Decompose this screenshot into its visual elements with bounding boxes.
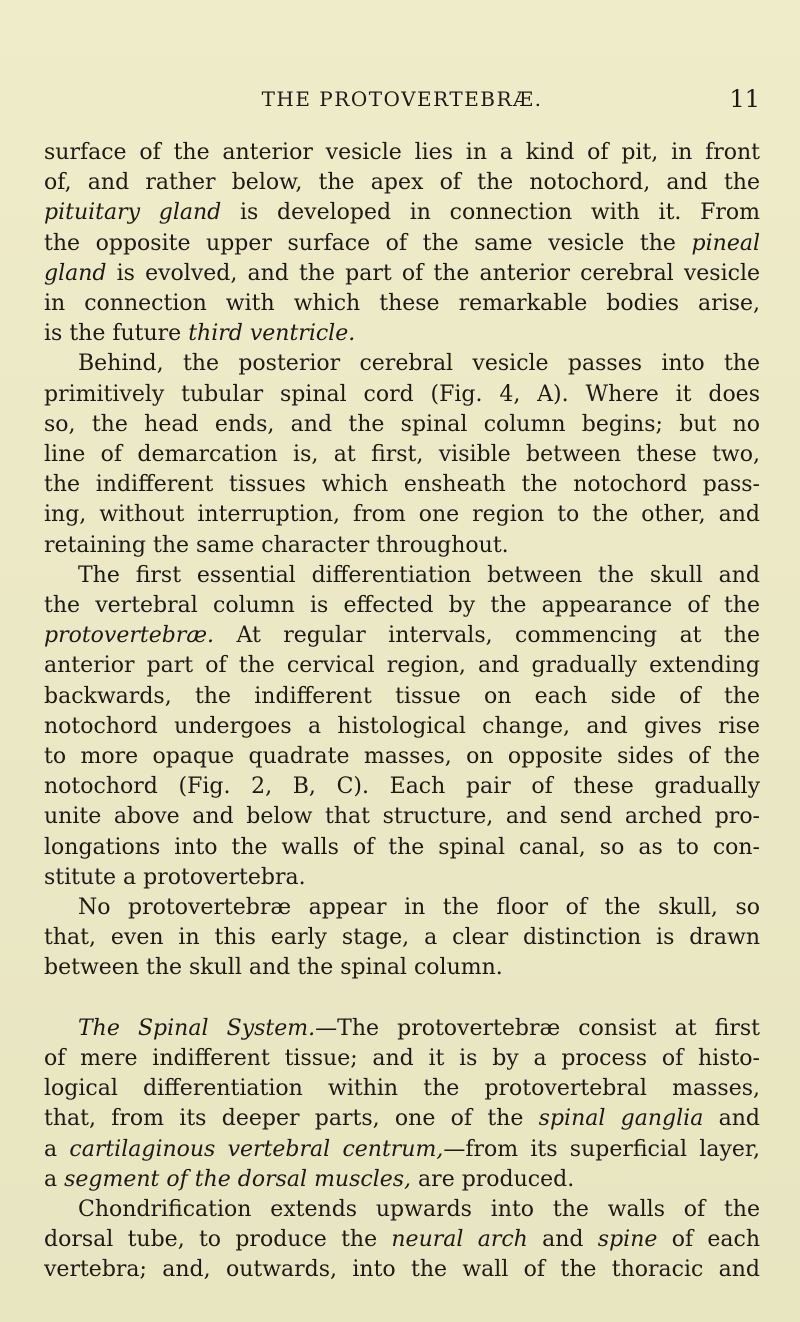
text-run: No protovertebræ appear in the floor of the skull, so bbox=[78, 895, 760, 921]
text-run: Behind, the posterior cerebral vesicle passes into the bbox=[78, 351, 760, 377]
text-line bbox=[44, 531, 760, 561]
text-line bbox=[44, 470, 760, 500]
text-run: logical differentiation within the protovertebral masses, bbox=[44, 1076, 760, 1102]
text-run: is the future bbox=[44, 321, 189, 347]
text-line bbox=[44, 682, 760, 712]
text-line bbox=[44, 1135, 760, 1165]
text-run: the opposite upper surface of the same vesicle the bbox=[44, 230, 692, 256]
text-run: is evolved, and the part of the anterior cerebral vesicle bbox=[106, 260, 760, 286]
text-run: between the skull and the spinal column. bbox=[44, 955, 503, 981]
text-line bbox=[44, 591, 760, 621]
text-line bbox=[44, 953, 760, 983]
italic-term: The Spinal System. bbox=[78, 1015, 316, 1041]
text-run: At regular intervals, commencing at the bbox=[214, 623, 760, 649]
text-run: vertebra; and, outwards, into the wall of the thoracic and bbox=[44, 1257, 760, 1283]
text-run: unite above and below that structure, and send arched pro- bbox=[44, 804, 760, 830]
text-run: The first essential differentiation between the skull and bbox=[78, 562, 760, 588]
text-line bbox=[44, 198, 760, 228]
paragraph-p1 bbox=[44, 138, 760, 349]
italic-term: neural arch bbox=[391, 1227, 528, 1253]
text-line bbox=[44, 500, 760, 530]
text-run: Chondrification extends upwards into the walls of the bbox=[78, 1196, 760, 1222]
text-line bbox=[44, 1255, 760, 1285]
text-run: dorsal tube, to produce the bbox=[44, 1227, 392, 1253]
paragraph-p6 bbox=[44, 1195, 760, 1286]
running-title: THE PROTOVERTEBRÆ. bbox=[261, 87, 543, 111]
italic-term: cartilaginous vertebral centrum, bbox=[69, 1136, 444, 1162]
text-line bbox=[44, 863, 760, 893]
text-run: longations into the walls of the spinal canal, so as to con- bbox=[44, 834, 760, 860]
italic-term: pituitary gland bbox=[44, 200, 222, 226]
text-line bbox=[44, 259, 760, 289]
text-line bbox=[44, 138, 760, 168]
italic-term: protovertebræ. bbox=[44, 623, 215, 649]
text-run: and bbox=[527, 1227, 598, 1253]
italic-term: segment of the dorsal muscles, bbox=[64, 1166, 412, 1192]
text-line bbox=[44, 1104, 760, 1134]
text-line bbox=[44, 229, 760, 259]
text-run: notochord (Fig. 2, B, C). Each pair of these gradually bbox=[44, 774, 760, 800]
text-run: so, the head ends, and the spinal column begins; but no bbox=[44, 411, 760, 437]
text-line bbox=[44, 651, 760, 681]
paragraph-p5 bbox=[44, 1014, 760, 1195]
text-run: stitute a protovertebra. bbox=[44, 864, 306, 890]
text-line bbox=[44, 168, 760, 198]
text-run: a bbox=[44, 1166, 65, 1192]
text-run: ing, without interruption, from one region to the other, and bbox=[44, 502, 760, 528]
italic-term: pineal bbox=[691, 230, 760, 256]
text-line bbox=[44, 289, 760, 319]
text-run: notochord undergoes a histological change, and gives rise bbox=[44, 713, 760, 739]
text-run: are produced. bbox=[411, 1166, 575, 1192]
text-line bbox=[44, 923, 760, 953]
text-run: in connection with which these remarkable bodies arise, bbox=[44, 291, 760, 317]
text-run: —from its superficial layer, bbox=[443, 1136, 760, 1162]
text-line bbox=[44, 1044, 760, 1074]
text-run: of mere indifferent tissue; and it is by a process of histo- bbox=[44, 1045, 760, 1071]
text-line bbox=[44, 561, 760, 591]
text-run: backwards, the indifferent tissue on each side of the bbox=[44, 683, 760, 709]
italic-term: spine bbox=[597, 1227, 658, 1253]
text-run: —The protovertebræ consist at first bbox=[315, 1015, 761, 1041]
italic-term: third ventricle. bbox=[188, 321, 356, 347]
text-run: the vertebral column is effected by the appearance of the bbox=[44, 593, 760, 619]
text-run: retaining the same character throughout. bbox=[44, 532, 509, 558]
text-line bbox=[44, 893, 760, 923]
text-run: primitively tubular spinal cord (Fig. 4, A). Where it does bbox=[44, 381, 760, 407]
text-run: of, and rather below, the apex of the notochord, and the bbox=[44, 170, 760, 196]
italic-term: spinal ganglia bbox=[538, 1106, 704, 1132]
text-run: is developed in connection with it. From bbox=[221, 200, 760, 226]
text-run: that, from its deeper parts, one of the bbox=[44, 1106, 539, 1132]
text-run: surface of the anterior vesicle lies in a kind of pit, in front bbox=[44, 140, 760, 165]
text-line bbox=[44, 621, 760, 651]
text-line bbox=[44, 802, 760, 832]
text-run: that, even in this early stage, a clear distinction is drawn bbox=[44, 925, 760, 951]
running-head bbox=[44, 82, 760, 116]
text-line bbox=[44, 1165, 760, 1195]
text-line bbox=[44, 319, 760, 349]
text-run: and bbox=[703, 1106, 760, 1132]
page-number: 11 bbox=[729, 85, 760, 113]
text-line bbox=[44, 1014, 760, 1044]
text-line bbox=[44, 742, 760, 772]
text-line bbox=[44, 833, 760, 863]
text-line bbox=[44, 1225, 760, 1255]
text-run: line of demarcation is, at first, visible between these two, bbox=[44, 442, 760, 468]
text-line bbox=[44, 380, 760, 410]
text-line bbox=[44, 712, 760, 742]
text-line bbox=[44, 1195, 760, 1225]
section-gap bbox=[44, 984, 760, 1014]
italic-term: gland bbox=[44, 260, 107, 286]
paragraph-p3 bbox=[44, 561, 760, 893]
text-line bbox=[44, 772, 760, 802]
text-line bbox=[44, 349, 760, 379]
text-run: to more opaque quadrate masses, on opposite sides of the bbox=[44, 744, 760, 770]
text-run: of each bbox=[657, 1227, 760, 1253]
body-text bbox=[44, 138, 760, 1286]
text-line bbox=[44, 1074, 760, 1104]
paragraph-p4 bbox=[44, 893, 760, 984]
text-run: anterior part of the cervical region, and gradually extending bbox=[44, 653, 760, 679]
text-run: the indifferent tissues which ensheath the notochord pass- bbox=[44, 472, 760, 498]
text-run: a bbox=[44, 1136, 70, 1162]
paragraph-p2 bbox=[44, 349, 760, 560]
text-line bbox=[44, 410, 760, 440]
text-line bbox=[44, 440, 760, 470]
